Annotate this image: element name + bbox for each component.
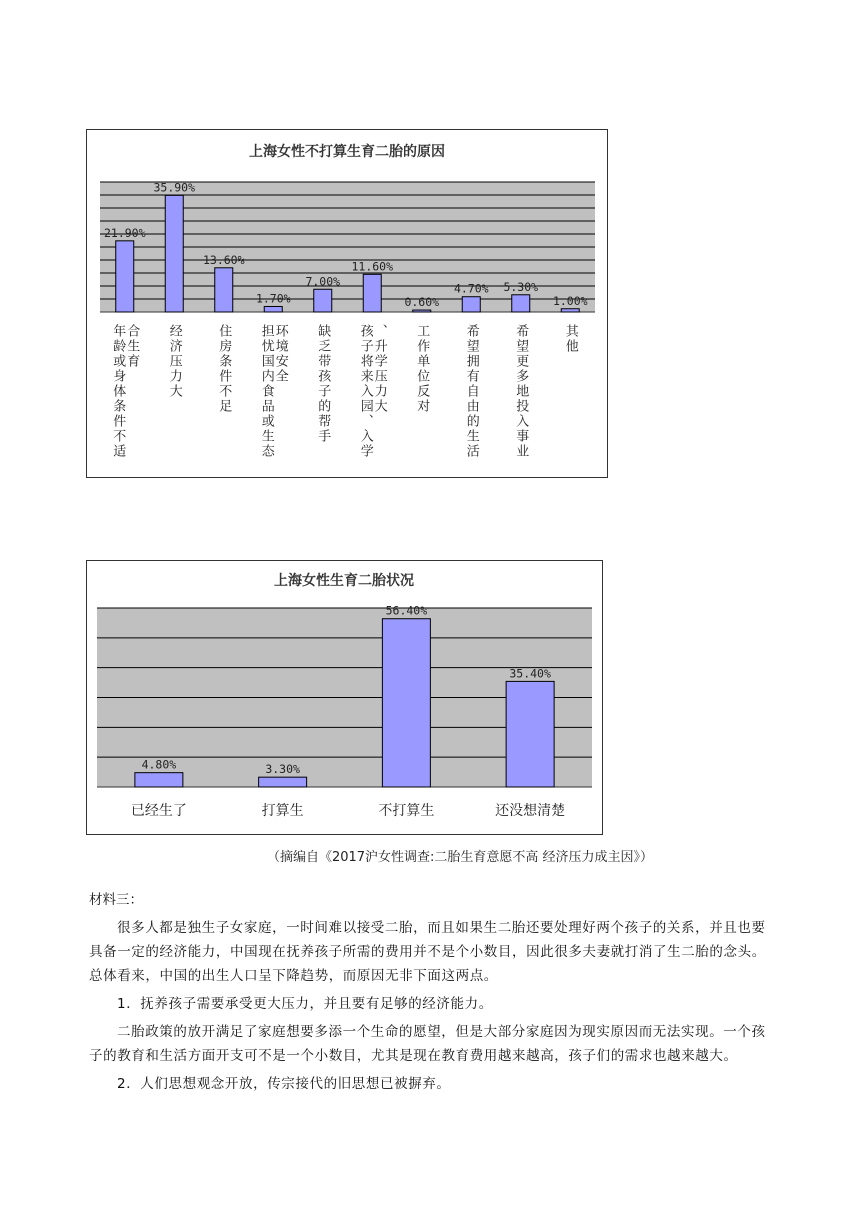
bar bbox=[382, 619, 430, 787]
data-label: 4.80% bbox=[141, 757, 177, 772]
article-paragraph: 二胎政策的放开满足了家庭想要多添一个生命的愿望，但是大部分家庭因为现实原因而无法实现。一个孩子的教育和生活方面开支可不是一个小数目，尤其是现在教育费用越来越高，孩子们的需求也越来越大。 bbox=[89, 1024, 766, 1064]
category-label bbox=[464, 324, 480, 459]
data-label: 3.30% bbox=[265, 762, 300, 777]
data-label: 56.40% bbox=[385, 603, 428, 618]
data-label: 35.90% bbox=[153, 180, 196, 195]
category-label: 不打算生 bbox=[378, 803, 435, 819]
category-label bbox=[110, 323, 140, 459]
material-three bbox=[89, 888, 769, 1100]
chart-title: 上海女性生育二胎状况 bbox=[274, 573, 414, 589]
bar bbox=[506, 681, 554, 787]
category-label-col: 缺乏带孩子的帮手 bbox=[315, 324, 331, 444]
status-chart bbox=[86, 560, 603, 835]
category-label bbox=[358, 324, 388, 459]
category-label: 还没想清楚 bbox=[495, 803, 566, 819]
bar bbox=[413, 310, 431, 312]
source-caption-text: （摘编自《2017沪女性调查:二胎生育意愿不高 经济压力成主因》） bbox=[266, 850, 654, 865]
data-label: 1.70% bbox=[255, 291, 291, 306]
bar bbox=[462, 297, 480, 312]
category-label-col: 孩子将来入园、入学 bbox=[357, 324, 373, 459]
category-label-col: 年龄或身体条件不适 bbox=[110, 324, 126, 459]
bar bbox=[561, 309, 579, 312]
reasons-chart bbox=[86, 129, 608, 478]
category-label-col: 、升学压力大 bbox=[371, 324, 387, 414]
bar bbox=[116, 241, 134, 312]
data-label: 21.90% bbox=[103, 225, 146, 240]
category-label bbox=[513, 324, 529, 459]
bar bbox=[264, 306, 282, 312]
bar bbox=[165, 195, 183, 312]
bar bbox=[135, 773, 183, 787]
data-label: 5.30% bbox=[503, 279, 539, 294]
category-label bbox=[315, 323, 331, 444]
category-label-col: 希望拥有自由的生活 bbox=[463, 324, 479, 459]
category-label bbox=[259, 323, 289, 459]
article-point-1: 1．抚养孩子需要承受更大压力，并且要有足够的经济能力。 bbox=[117, 996, 493, 1012]
data-label: 4.70% bbox=[453, 281, 489, 296]
category-label-col: 住房条件不足 bbox=[216, 324, 232, 414]
status-chart-svg bbox=[87, 561, 602, 834]
category-label: 打算生 bbox=[261, 803, 304, 819]
article-paragraph: 很多人都是独生子女家庭，一时间难以接受二胎，而且如果生二胎还要处理好两个孩子的关系，并且也要具备一定的经济能力，中国现在抚养孩子所需的费用并不是个小数目，因此很多夫妻就打消了生二胎的念头。总体看来，中国的出生人口呈下降趋势，而原因无非下面这两点。 bbox=[89, 920, 766, 984]
chart-title: 上海女性不打算生育二胎的原因 bbox=[249, 144, 445, 160]
category-label: 已经生了 bbox=[130, 803, 187, 819]
bar bbox=[363, 274, 381, 312]
bar bbox=[512, 295, 530, 312]
category-label bbox=[167, 324, 183, 399]
source-caption bbox=[0, 846, 860, 865]
article-point-2: 2．人们思想观念开放，传宗接代的旧思想已被摒弃。 bbox=[117, 1076, 451, 1092]
category-label-col: 希望更多地投入事业 bbox=[513, 324, 529, 459]
category-label-col: 担忧国内食品或生态 bbox=[258, 324, 274, 459]
data-label: 0.60% bbox=[404, 295, 440, 310]
bar bbox=[259, 777, 307, 787]
data-label: 35.40% bbox=[509, 666, 551, 681]
category-label bbox=[216, 324, 232, 414]
material-heading: 材料三： bbox=[89, 892, 143, 908]
reasons-chart-svg bbox=[87, 130, 607, 477]
category-label bbox=[563, 323, 579, 354]
category-label-col: 合生育 bbox=[124, 324, 140, 369]
category-label-col: 环境安全 bbox=[272, 324, 288, 384]
category-label bbox=[414, 324, 430, 414]
bar bbox=[314, 289, 332, 312]
data-label: 1.00% bbox=[552, 293, 588, 308]
category-label-col: 经济压力大 bbox=[166, 324, 182, 399]
data-label: 7.00% bbox=[305, 274, 341, 289]
data-label: 13.60% bbox=[202, 252, 245, 267]
bar bbox=[215, 268, 233, 312]
category-label-col: 工作单位反对 bbox=[414, 324, 430, 414]
category-label-col: 其他 bbox=[562, 324, 578, 354]
data-label: 11.60% bbox=[351, 259, 394, 274]
